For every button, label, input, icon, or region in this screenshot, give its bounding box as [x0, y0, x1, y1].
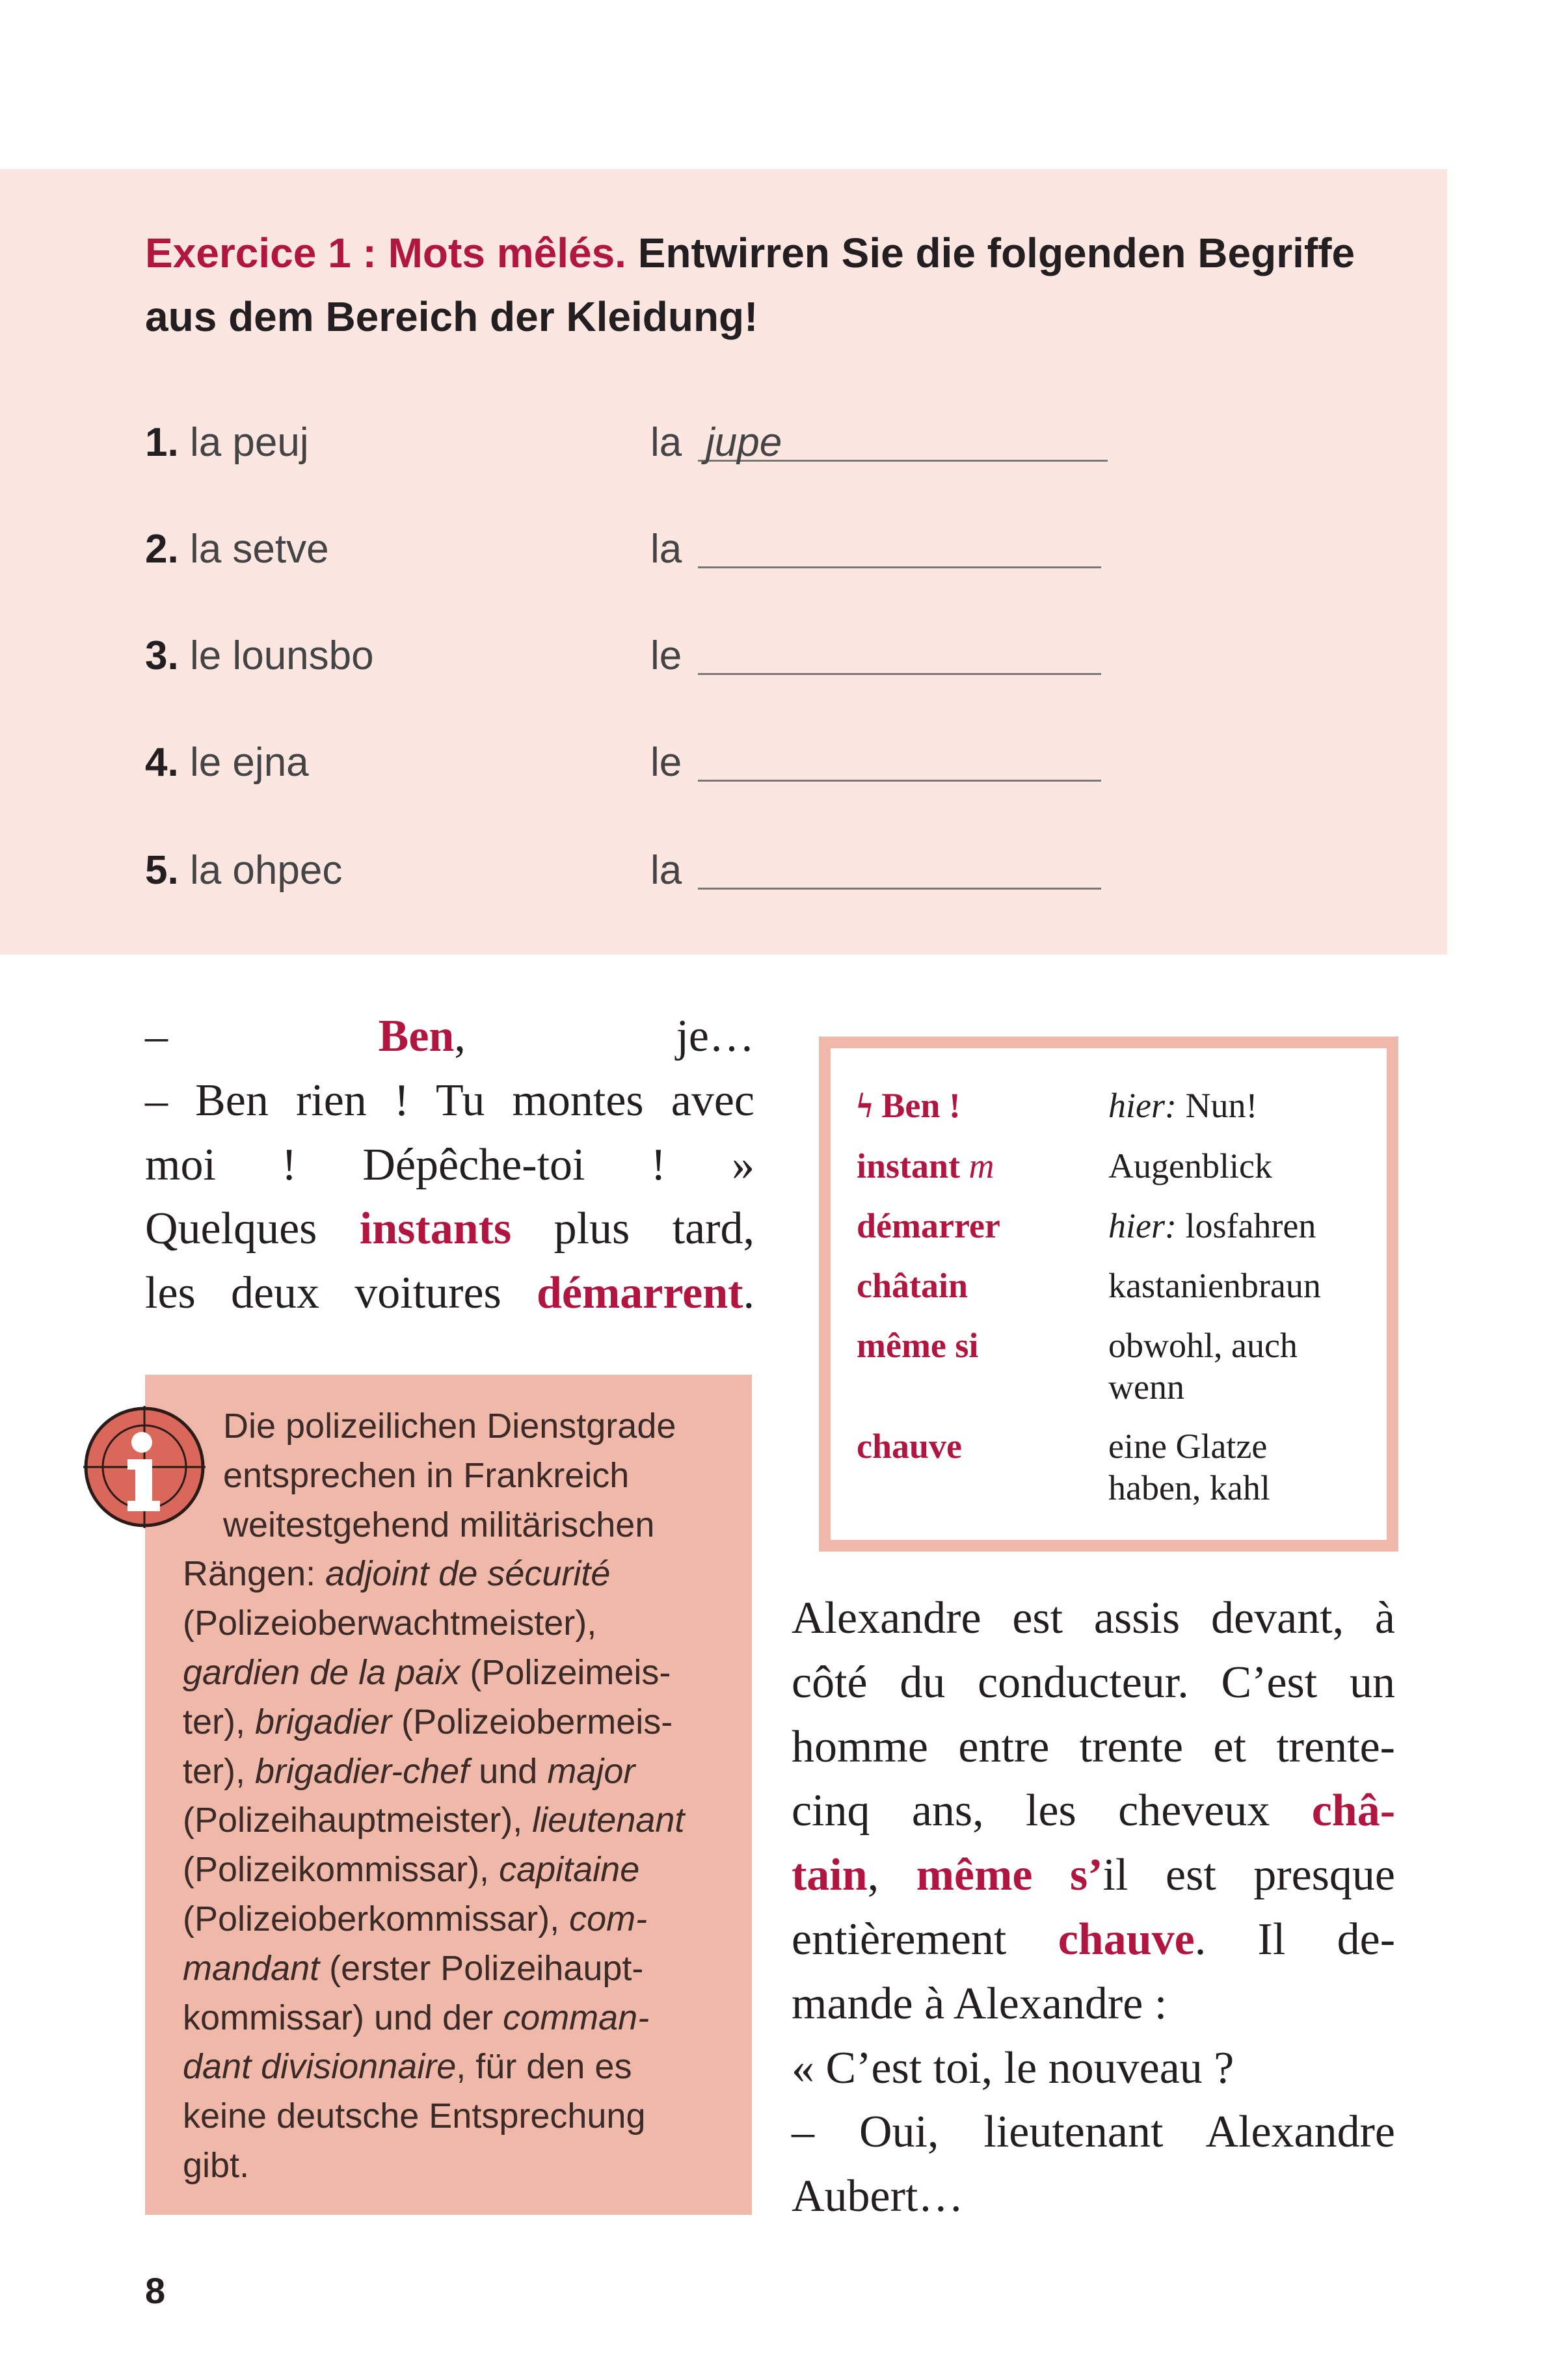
info-text-line: [183, 1549, 610, 1598]
vocab-french: Ben !: [881, 1086, 961, 1125]
vocab-translation: [1108, 1205, 1316, 1247]
text-segment: weitestgehend militärischen: [223, 1505, 655, 1544]
exercise-item: [145, 847, 1186, 899]
article: le: [650, 740, 682, 785]
italic-term: brigadier: [255, 1702, 392, 1741]
vocab-translation: [1108, 1325, 1298, 1408]
vocab-translation: [1108, 1145, 1272, 1187]
text-segment: –: [145, 1011, 379, 1061]
text-segment: (erster Polizeihaupt-: [319, 1948, 644, 1988]
info-text-line: [183, 1894, 647, 1944]
info-icon: [82, 1405, 207, 1529]
answer-field[interactable]: [698, 780, 1101, 782]
article: la: [650, 527, 682, 572]
highlighted-term: démarrent: [537, 1268, 743, 1319]
lightning-icon: ϟ: [857, 1086, 882, 1125]
page-number: 8: [145, 2270, 166, 2311]
italic-term: adjoint de sécurité: [325, 1554, 611, 1594]
story-line: [792, 1844, 1395, 1907]
italic-term: major: [547, 1751, 635, 1791]
text-segment: entièrement: [792, 1914, 1058, 1964]
highlighted-term: Ben: [378, 1011, 455, 1061]
story-line: [792, 2100, 1395, 2164]
highlighted-term: chauve: [1058, 1914, 1195, 1964]
text-segment: (Polizeihauptmeister),: [183, 1801, 533, 1840]
article: la: [650, 420, 682, 465]
translation-text: obwohl, auch: [1108, 1326, 1298, 1365]
info-text-line: [183, 1845, 639, 1894]
vocab-french: instant: [857, 1146, 961, 1185]
usage-note: hier:: [1108, 1086, 1177, 1125]
italic-term: lieutenant: [532, 1801, 685, 1840]
item-number: 5.: [145, 848, 179, 893]
text-segment: plus tard,: [511, 1204, 754, 1254]
vocab-term: [857, 1265, 968, 1306]
italic-term: mandant: [183, 1948, 320, 1988]
vocab-term: [857, 1085, 961, 1126]
info-text-line: [183, 1747, 635, 1796]
italic-term: dant divisionnaire: [183, 2047, 457, 2087]
info-text-line: [183, 1648, 671, 1697]
translation-text: kastanienbraun: [1108, 1266, 1321, 1305]
story-line: [792, 1587, 1395, 1650]
article: la: [650, 848, 682, 893]
vocab-translation: [1108, 1425, 1270, 1509]
info-text-line: [223, 1401, 676, 1451]
story-line: [792, 2165, 1395, 2228]
text-segment: les deux voitures: [145, 1268, 537, 1319]
exercise-instruction-2: aus dem Bereich der Kleidung!: [145, 293, 758, 340]
answer-field[interactable]: [698, 888, 1101, 890]
exercise-item: [145, 633, 1186, 685]
info-text-line: [183, 1993, 649, 2043]
story-line: [145, 1005, 754, 1068]
scrambled-word: la peuj: [189, 420, 309, 465]
story-line: [145, 1133, 754, 1197]
scrambled-word: le ejna: [189, 740, 309, 785]
scrambled-word: la ohpec: [189, 848, 343, 893]
vocab-term: [857, 1205, 1000, 1247]
text-segment: « C’est toi, le nouveau ?: [792, 2043, 1234, 2093]
info-text-line: [183, 1944, 643, 1993]
italic-term: com-: [569, 1899, 648, 1938]
highlighted-term: châ-: [1311, 1786, 1395, 1836]
highlighted-term: tain: [792, 1850, 868, 1901]
scrambled-word: la setve: [189, 527, 329, 572]
text-segment: moi ! Dépêche-toi ! »: [145, 1139, 754, 1190]
text-segment: .: [743, 1268, 754, 1319]
text-segment: ter),: [183, 1702, 256, 1741]
text-segment: , je…: [454, 1011, 754, 1061]
text-segment: Alexandre est assis devant, à: [792, 1593, 1395, 1643]
story-line: [145, 1262, 754, 1325]
text-segment: ,: [867, 1850, 916, 1901]
story-line: [792, 1651, 1395, 1715]
info-text-line: [183, 1795, 684, 1845]
answer-field[interactable]: [698, 673, 1101, 675]
text-segment: keine deutsche Entsprechung: [183, 2096, 646, 2136]
text-segment: côté du conducteur. C’est un: [792, 1657, 1395, 1708]
story-line: [145, 1069, 754, 1133]
translation-text: Nun!: [1176, 1086, 1258, 1125]
item-number: 3.: [145, 633, 179, 678]
vocab-french: chauve: [857, 1427, 962, 1466]
text-segment: (Polizeiobermeis-: [392, 1702, 673, 1741]
exercise-instruction: Entwirren Sie die folgenden Begriffe: [626, 230, 1355, 276]
exercise-item: [145, 419, 1186, 471]
text-segment: (Polizeikommissar),: [183, 1850, 500, 1890]
highlighted-term: instants: [359, 1204, 512, 1254]
italic-term: capitaine: [499, 1850, 640, 1890]
usage-note: hier:: [1108, 1206, 1177, 1245]
info-text-line: [183, 2091, 646, 2141]
story-line: [792, 2037, 1395, 2100]
article: le: [650, 633, 682, 678]
info-text-line: [183, 1697, 673, 1747]
exercise-title: [145, 221, 1381, 349]
text-segment: il est presque: [1102, 1850, 1395, 1901]
story-line: [792, 1972, 1395, 2036]
text-segment: Quelques: [145, 1204, 360, 1254]
info-text-line: [183, 2042, 632, 2091]
text-segment: Rängen:: [183, 1554, 326, 1594]
text-segment: – Oui, lieutenant Alexandre: [792, 2107, 1395, 2158]
vocab-term: [857, 1145, 994, 1187]
text-segment: , für den es: [456, 2047, 632, 2087]
text-segment: – Ben rien ! Tu montes avec: [145, 1075, 754, 1126]
text-segment: ter),: [183, 1751, 256, 1791]
text-segment: Die polizeilichen Dienstgrade: [223, 1407, 676, 1446]
vocab-term: [857, 1325, 978, 1366]
exercise-label: Exercice 1 : Mots mêlés.: [145, 230, 626, 276]
story-line: [792, 1779, 1395, 1843]
story-line: [145, 1197, 754, 1261]
italic-term: brigadier-chef: [255, 1751, 470, 1791]
translation-text: losfahren: [1176, 1206, 1316, 1245]
gender-note: m: [960, 1146, 994, 1185]
info-text-line: [183, 2141, 249, 2190]
italic-term: gardien de la paix: [183, 1653, 460, 1692]
text-segment: kommissar) und der: [183, 1998, 503, 2037]
text-segment: (Polizeimeis-: [460, 1653, 671, 1692]
exercise-item: [145, 526, 1186, 578]
text-segment: cinq ans, les cheveux: [792, 1786, 1312, 1836]
vocab-term: [857, 1425, 962, 1467]
translation-text: haben, kahl: [1108, 1468, 1270, 1507]
text-segment: . Il de-: [1194, 1914, 1396, 1964]
info-text-line: [183, 1598, 596, 1648]
info-text-line: [223, 1500, 654, 1550]
text-segment: homme entre trente et trente-: [792, 1721, 1395, 1772]
vocab-translation: [1108, 1085, 1257, 1126]
text-segment: (Polizeioberwachtmeister),: [183, 1604, 597, 1643]
exercise-item: [145, 739, 1186, 791]
story-line: [792, 1908, 1395, 1972]
text-segment: gibt.: [183, 2146, 250, 2185]
text-segment: mande à Alexandre :: [792, 1978, 1167, 2029]
text-segment: (Polizeioberkommissar),: [183, 1899, 570, 1938]
scrambled-word: le lounsbo: [189, 633, 374, 678]
item-number: 1.: [145, 420, 179, 465]
info-text-line: [223, 1451, 629, 1500]
story-line: [792, 1715, 1395, 1779]
highlighted-term: même s’: [916, 1850, 1103, 1901]
text-segment: Aubert…: [792, 2171, 964, 2222]
vocab-translation: [1108, 1265, 1321, 1306]
vocab-french: châtain: [857, 1266, 968, 1305]
item-number: 2.: [145, 527, 179, 572]
text-segment: entsprechen in Frankreich: [223, 1455, 630, 1495]
italic-term: comman-: [503, 1998, 650, 2037]
text-segment: und: [469, 1751, 548, 1791]
item-number: 4.: [145, 740, 179, 785]
answer-text: jupe: [706, 420, 782, 465]
translation-text: Augenblick: [1108, 1146, 1272, 1185]
translation-text: wenn: [1108, 1368, 1184, 1407]
answer-field[interactable]: [698, 566, 1101, 568]
vocab-french: démarrer: [857, 1206, 1000, 1245]
translation-text: eine Glatze: [1108, 1427, 1268, 1466]
vocab-french: même si: [857, 1326, 979, 1365]
